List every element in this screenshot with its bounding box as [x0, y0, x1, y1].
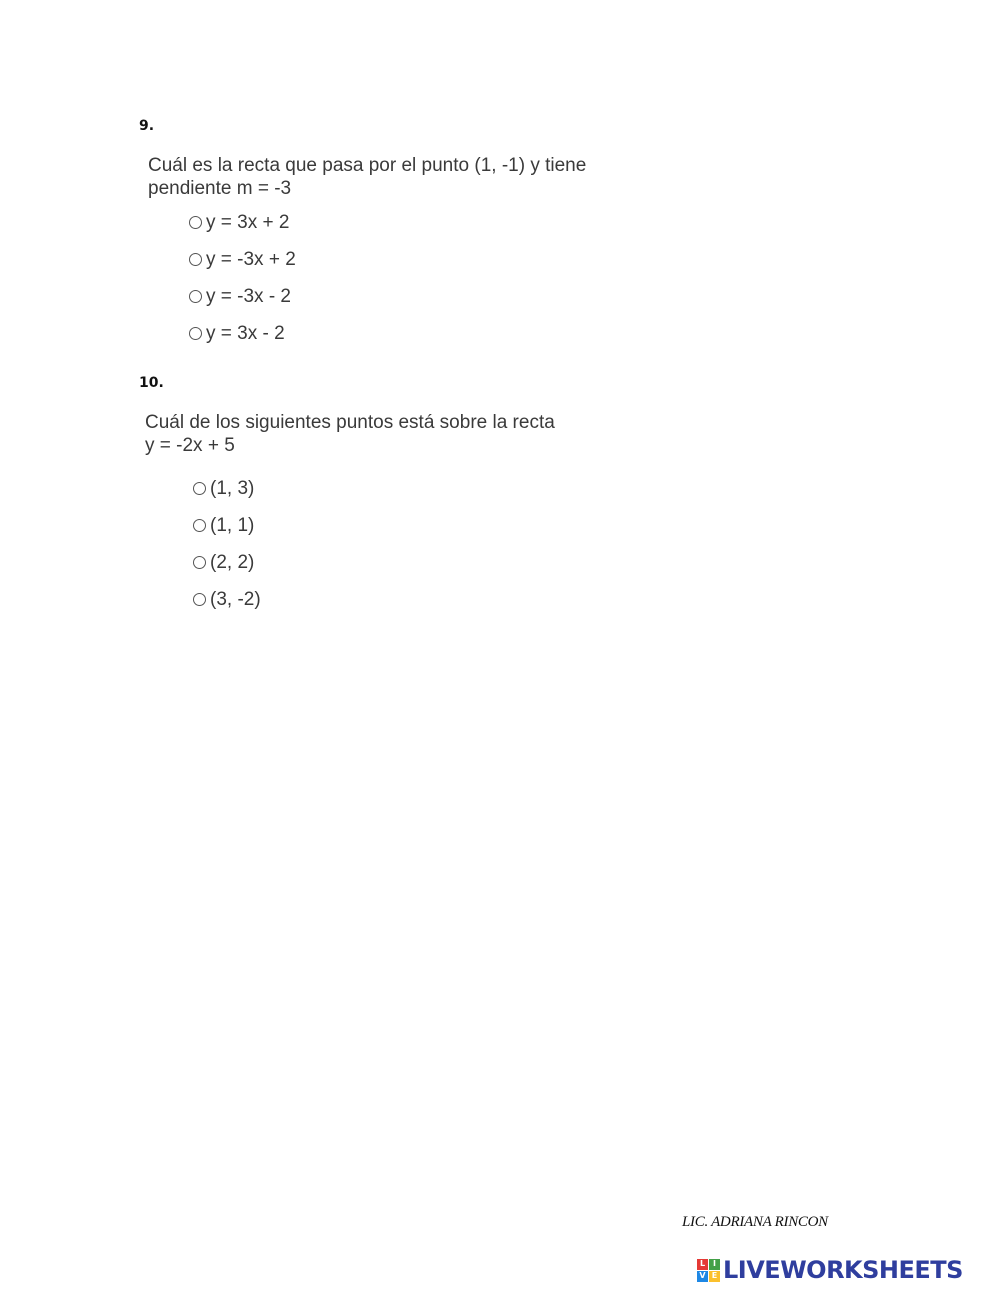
option-label: y = -3x - 2 [206, 285, 291, 307]
question-10-option-1[interactable] [193, 470, 261, 507]
question-9-number: 9. [139, 118, 155, 134]
question-9-options [189, 204, 296, 352]
radio-button[interactable] [193, 519, 206, 532]
question-10-text [145, 411, 555, 457]
radio-button[interactable] [193, 482, 206, 495]
liveworksheets-brand[interactable] [697, 1256, 963, 1284]
option-label: y = 3x - 2 [206, 322, 285, 344]
logo-tile: L [697, 1259, 708, 1270]
author-signature: LIC. ADRIANA RINCON [682, 1214, 828, 1230]
radio-button[interactable] [193, 556, 206, 569]
logo-tile: I [709, 1259, 720, 1270]
radio-button[interactable] [189, 327, 202, 340]
option-label: (1, 3) [210, 477, 255, 499]
question-10-options [193, 470, 261, 618]
radio-button[interactable] [189, 216, 202, 229]
question-9-text-line-2: pendiente m = -3 [148, 178, 292, 199]
question-10-option-3[interactable] [193, 544, 261, 581]
question-10-number: 10. [139, 375, 164, 391]
option-label: y = -3x + 2 [206, 248, 296, 270]
radio-button[interactable] [193, 593, 206, 606]
question-10-text-line-1: Cuál de los siguientes puntos está sobre la recta [145, 412, 555, 433]
question-9-text [148, 154, 586, 200]
radio-button[interactable] [189, 253, 202, 266]
logo-tile: E [709, 1271, 720, 1282]
option-label: (2, 2) [210, 551, 255, 573]
question-9-option-2[interactable] [189, 241, 296, 278]
option-label: (1, 1) [210, 514, 255, 536]
question-10-option-2[interactable] [193, 507, 261, 544]
option-label: (3, -2) [210, 588, 261, 610]
logo-tile: V [697, 1271, 708, 1282]
liveworksheets-logo-icon [697, 1259, 720, 1282]
question-9-option-1[interactable] [189, 204, 296, 241]
radio-button[interactable] [189, 290, 202, 303]
brand-name: LIVEWORKSHEETS [723, 1256, 963, 1284]
question-9-text-line-1: Cuál es la recta que pasa por el punto (1, -1) y tiene [148, 155, 587, 176]
question-10-text-line-2: y = -2x + 5 [145, 435, 235, 456]
option-label: y = 3x + 2 [206, 211, 290, 233]
question-9-option-4[interactable] [189, 315, 296, 352]
question-10-option-4[interactable] [193, 581, 261, 618]
question-9-option-3[interactable] [189, 278, 296, 315]
